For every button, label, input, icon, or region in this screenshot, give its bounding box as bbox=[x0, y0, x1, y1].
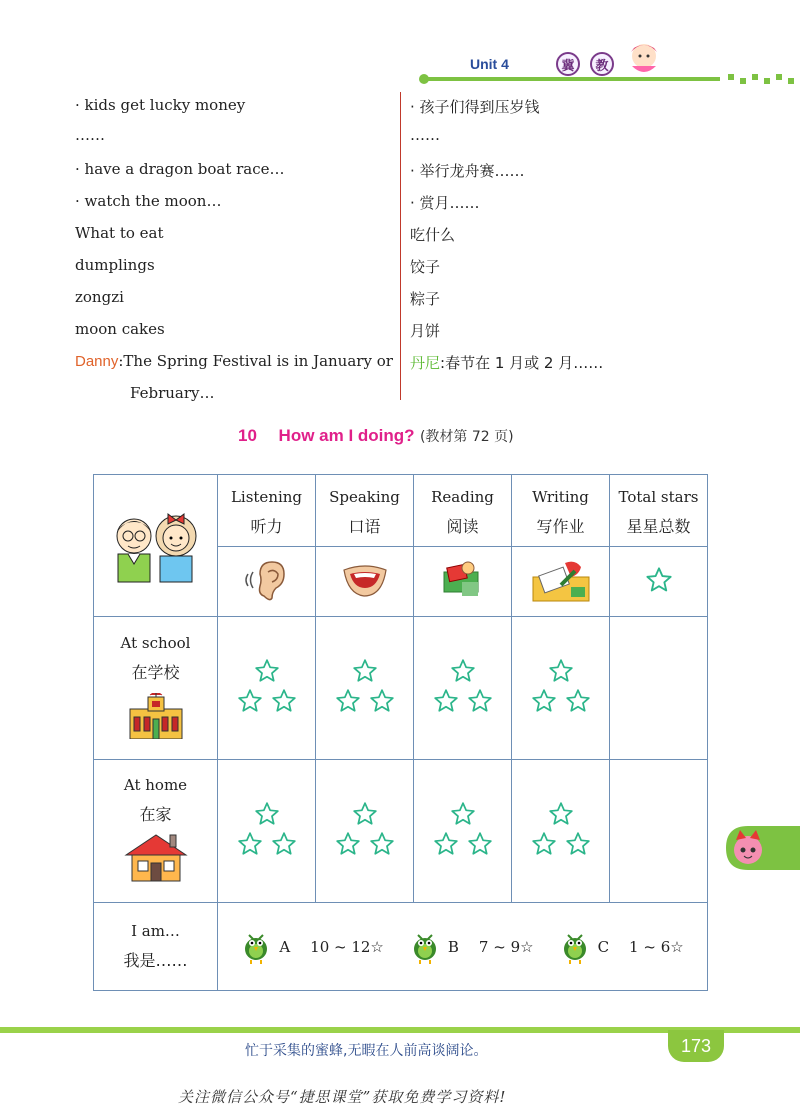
star-icon bbox=[548, 658, 574, 684]
column-label-zh: 听力 bbox=[250, 517, 283, 536]
total-cell-school bbox=[610, 617, 708, 760]
vocab-en-item: …… bbox=[75, 126, 105, 144]
total-cell-home bbox=[610, 760, 708, 903]
star-icon bbox=[254, 658, 280, 684]
star-icon bbox=[450, 801, 476, 827]
star-icon bbox=[369, 688, 395, 714]
column-label-en: Writing bbox=[532, 488, 589, 506]
star-icon bbox=[254, 801, 280, 827]
star-group bbox=[316, 617, 414, 760]
rating-range: 7 ~ 9☆ bbox=[478, 937, 534, 956]
star-icon bbox=[565, 831, 591, 857]
vocab-en-item: · have a dragon boat race… bbox=[75, 160, 285, 178]
row-at-school bbox=[94, 617, 708, 760]
star-icon bbox=[565, 688, 591, 714]
row-header-result bbox=[94, 903, 218, 991]
ear-icon bbox=[242, 558, 292, 602]
watermark-text: 关注微信公众号“捷思课堂”获取免费学习资料! bbox=[178, 1088, 507, 1106]
vocab-zh-item: 粽子 bbox=[410, 290, 441, 308]
page-header bbox=[0, 0, 800, 90]
star-group bbox=[316, 760, 414, 903]
house-icon bbox=[124, 831, 188, 883]
section-subtitle: (教材第 72 页) bbox=[419, 429, 514, 445]
book-icon-cell bbox=[414, 547, 512, 617]
star-icon bbox=[271, 831, 297, 857]
row-header-home bbox=[94, 760, 218, 903]
row-header-school bbox=[94, 617, 218, 760]
rating-item bbox=[410, 929, 534, 965]
mouth-icon bbox=[340, 558, 390, 602]
rating-item bbox=[560, 929, 684, 965]
star-icon bbox=[531, 831, 557, 857]
vocab-zh-item: · 举行龙舟赛…… bbox=[410, 162, 525, 180]
column-label-zh: 口语 bbox=[348, 517, 381, 536]
total-star-cell bbox=[610, 547, 708, 617]
row-label-zh: 在学校 bbox=[131, 662, 180, 682]
row-label-en: At home bbox=[123, 775, 188, 794]
header-decoration bbox=[0, 72, 800, 88]
star-group bbox=[414, 617, 512, 760]
row-label-en: I am… bbox=[131, 922, 180, 940]
badge-ji: 冀 bbox=[556, 52, 580, 76]
column-label-zh: 星星总数 bbox=[626, 517, 691, 536]
footer-proverb: 忙于采集的蜜蜂,无暇在人前高谈阔论。 bbox=[245, 1043, 488, 1059]
vocab-en-item: zongzi bbox=[75, 288, 124, 306]
vocab-en-item: · kids get lucky money bbox=[75, 96, 246, 114]
vocab-zh-item: · 赏月…… bbox=[410, 194, 480, 212]
star-icon bbox=[237, 688, 263, 714]
dialogue-en-line-2: February… bbox=[130, 384, 215, 402]
column-label-zh: 写作业 bbox=[536, 517, 585, 536]
children-illustration-cell bbox=[94, 475, 218, 617]
star-icon bbox=[352, 801, 378, 827]
dialogue-zh: 丹尼:春节在 1 月或 2 月…… bbox=[410, 354, 604, 372]
star-icon bbox=[433, 688, 459, 714]
star-icon bbox=[352, 658, 378, 684]
unit-label: Unit 4 bbox=[470, 56, 509, 72]
page-number: 173 bbox=[668, 1030, 724, 1062]
side-tab-mascot-icon bbox=[726, 826, 800, 870]
rating-item bbox=[241, 929, 384, 965]
section-number: 10 bbox=[238, 426, 257, 445]
girl-mascot-icon bbox=[618, 38, 670, 78]
rating-scale bbox=[218, 903, 708, 991]
pencil-icon-cell bbox=[512, 547, 610, 617]
badge-jiao: 教 bbox=[590, 52, 614, 76]
column-header-reading bbox=[414, 475, 512, 547]
column-header-listening bbox=[218, 475, 316, 547]
column-label-en: Listening bbox=[230, 488, 303, 506]
self-assessment-table bbox=[93, 474, 708, 991]
speaker-en: Danny bbox=[75, 353, 119, 370]
row-label-zh: 在家 bbox=[139, 804, 172, 824]
ear-icon-cell bbox=[218, 547, 316, 617]
vocab-zh-item: …… bbox=[410, 126, 440, 144]
star-group bbox=[512, 617, 610, 760]
vocab-zh-item: · 孩子们得到压岁钱 bbox=[410, 98, 540, 116]
rating-range: 1 ~ 6☆ bbox=[629, 937, 684, 956]
vocab-en-item: moon cakes bbox=[75, 320, 165, 338]
vocab-en-item: dumplings bbox=[75, 256, 155, 274]
row-label-zh: 我是…… bbox=[123, 951, 188, 970]
row-result bbox=[94, 903, 708, 991]
star-icon bbox=[467, 831, 493, 857]
star-icon bbox=[335, 831, 361, 857]
star-icon bbox=[335, 688, 361, 714]
book-icon bbox=[438, 558, 488, 602]
star-icon bbox=[369, 831, 395, 857]
star-icon bbox=[531, 688, 557, 714]
dialogue-zh-line: 春节在 1 月或 2 月…… bbox=[445, 354, 604, 372]
star-icon bbox=[271, 688, 297, 714]
rating-grade: B bbox=[447, 937, 459, 956]
column-label-en: Speaking bbox=[329, 488, 400, 506]
vocab-en-item: What to eat bbox=[75, 224, 164, 242]
star-icon bbox=[433, 831, 459, 857]
star-group bbox=[512, 760, 610, 903]
children-icon bbox=[106, 504, 206, 584]
bird-icon bbox=[560, 929, 590, 965]
column-header-writing bbox=[512, 475, 610, 547]
column-label-zh: 阅读 bbox=[446, 517, 479, 536]
vocab-en-item: · watch the moon… bbox=[75, 192, 222, 210]
speaker-zh: 丹尼 bbox=[410, 354, 441, 372]
rating-grade: C bbox=[597, 937, 610, 956]
star-group bbox=[218, 760, 316, 903]
vocab-zh-item: 月饼 bbox=[410, 322, 441, 340]
star-group bbox=[218, 617, 316, 760]
column-label-en: Total stars bbox=[618, 488, 699, 506]
star-icon bbox=[645, 566, 673, 594]
vocab-zh-item: 吃什么 bbox=[410, 226, 456, 244]
star-icon bbox=[237, 831, 263, 857]
row-label-en: At school bbox=[120, 633, 191, 652]
mouth-icon-cell bbox=[316, 547, 414, 617]
pencil-icon bbox=[531, 557, 591, 603]
rating-grade: A bbox=[279, 937, 291, 956]
column-header-total bbox=[610, 475, 708, 547]
school-icon bbox=[128, 693, 184, 739]
star-icon bbox=[548, 801, 574, 827]
column-divider bbox=[400, 92, 401, 400]
star-group bbox=[414, 760, 512, 903]
section-title bbox=[238, 426, 514, 446]
vocab-zh-item: 饺子 bbox=[410, 258, 441, 276]
section-heading: How am I doing? bbox=[278, 426, 415, 445]
column-header-speaking bbox=[316, 475, 414, 547]
row-at-home bbox=[94, 760, 708, 903]
rating-range: 10 ~ 12☆ bbox=[310, 937, 384, 956]
bird-icon bbox=[410, 929, 440, 965]
star-icon bbox=[450, 658, 476, 684]
dialogue-en-line-1: The Spring Festival is in January or bbox=[123, 352, 393, 370]
bird-icon bbox=[241, 929, 271, 965]
star-icon bbox=[467, 688, 493, 714]
dialogue-en: Danny:The Spring Festival is in January or bbox=[75, 352, 393, 370]
column-label-en: Reading bbox=[431, 488, 494, 506]
